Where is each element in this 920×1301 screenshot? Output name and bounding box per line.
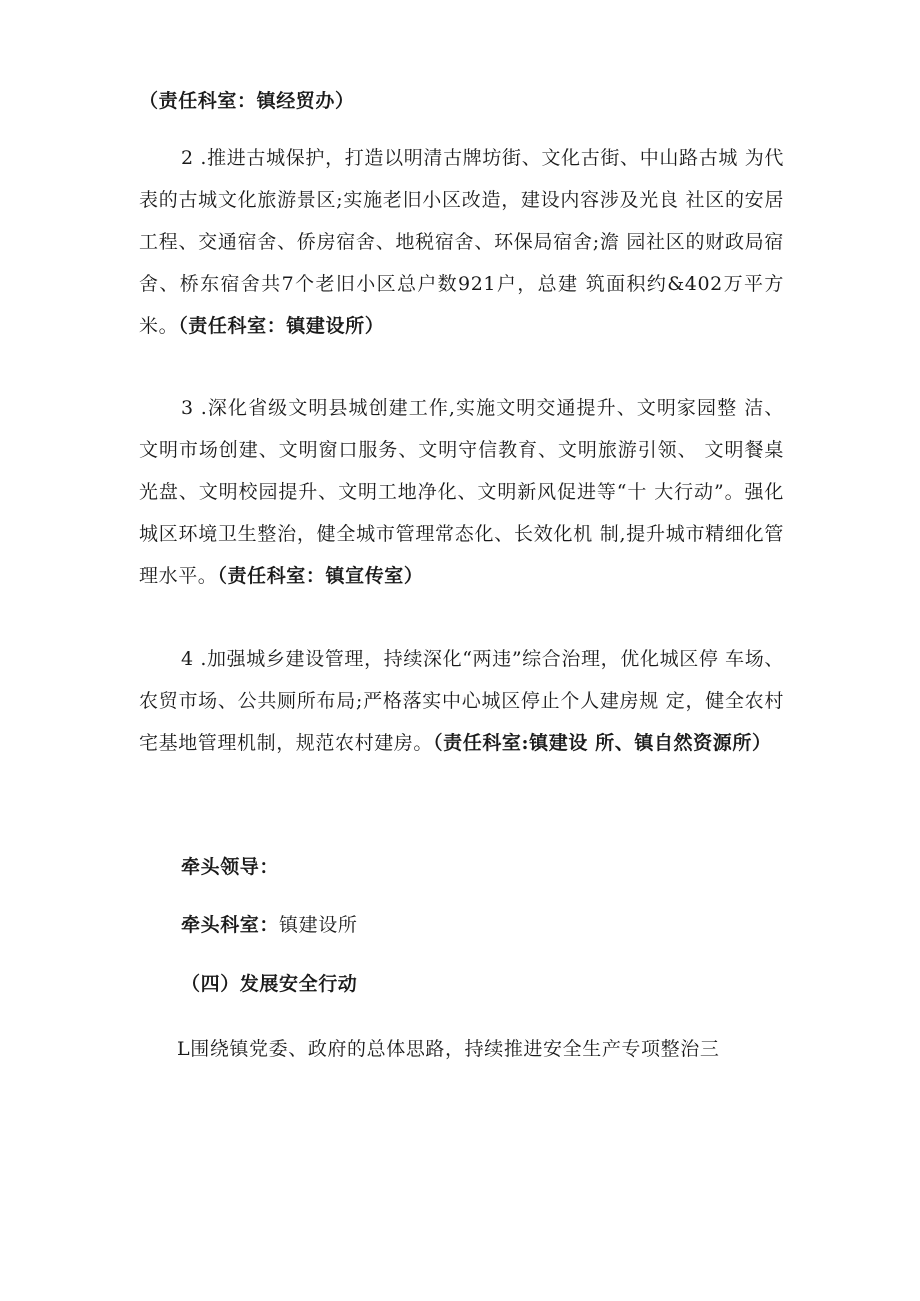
lead-leader-line [181, 846, 279, 888]
paragraph-item-4 [139, 638, 784, 764]
paragraph-item-3 [139, 387, 784, 597]
responsible-office-text: （责任科室：镇经贸办） [139, 90, 355, 112]
responsible-office-trade [139, 80, 784, 122]
paragraph-body: 2 .推进古城保护，打造以明清古牌坊街、文化古街、中山路古城 为代表的古城文化旅游景区;实施老旧小区改造，建设内容涉及光良 社区的安居工程、交通宿舍、侨房宿舍、地税宿舍、环保局宿舍;澹 园社区的财政局宿舍、桥东宿舍共7个老旧小区总户数921户，总建 筑面积约&402万平方米。 [139, 147, 784, 337]
paragraph-safety [177, 1028, 719, 1070]
paragraph-body: 3 .深化省级文明县城创建工作,实施文明交通提升、文明家园整 洁、文明市场创建、文明窗口服务、文明守信教育、文明旅游引领、 文明餐桌光盘、文明校园提升、文明工地净化、文明新风促进等“十 大行动”。强化城区环境卫生整治，健全城市管理常态化、长效化机 制,提升城市精细化管理水平。 [139, 397, 784, 587]
lead-office-label: 牵头科室： [181, 914, 280, 936]
lead-office-value: 镇建设所 [279, 914, 358, 936]
paragraph-item-2 [139, 137, 784, 347]
responsible-office: （责任科室:镇建设 所、镇自然资源所） [433, 732, 772, 754]
responsible-office: （责任科室：镇建设所） [178, 315, 385, 337]
paragraph-body: 4 .加强城乡建设管理，持续深化“两违”综合治理，优化城区停 车场、农贸市场、公共厕所布局;严格落实中心城区停止个人建房规 定，健全农村宅基地管理机制，规范农村建房。 [139, 648, 784, 754]
section-heading-text: （四）发展安全行动 [181, 973, 358, 995]
lead-office-line [181, 904, 357, 946]
section-heading-four [181, 963, 357, 1005]
paragraph-body: L围绕镇党委、政府的总体思路，持续推进安全生产专项整治三 [177, 1038, 720, 1060]
lead-leader-label: 牵头领导： [181, 856, 280, 878]
responsible-office: （责任科室：镇宣传室） [217, 565, 424, 587]
